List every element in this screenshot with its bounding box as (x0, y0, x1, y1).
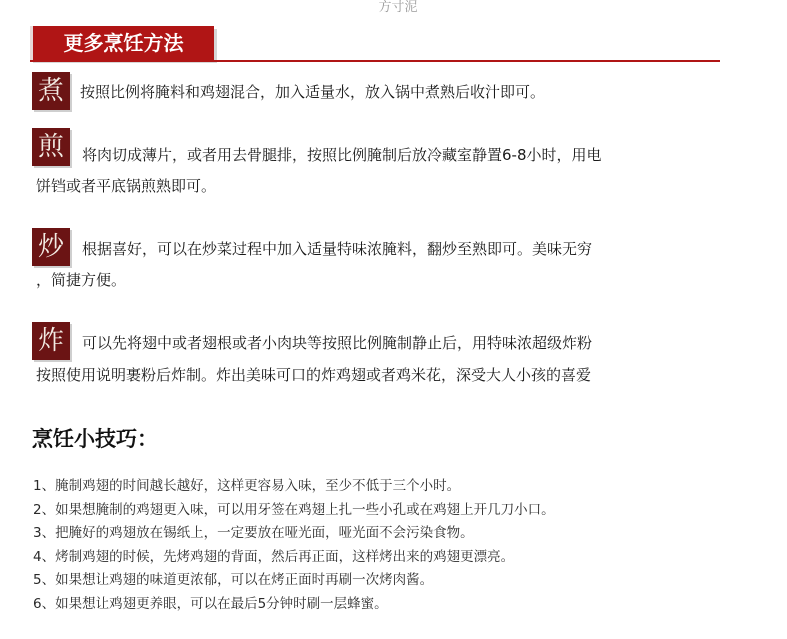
tip-item: 1、腌制鸡翅的时间越长越好，这样更容易入味，至少不低于三个小时。 (33, 478, 461, 494)
method-deep-fry-line2: 按照使用说明裹粉后炸制。炸出美味可口的炸鸡翅或者鸡米花，深受大人小孩的喜爱 (36, 366, 592, 384)
stir-fry-icon: 炒 (32, 228, 70, 266)
method-pan-fry-line2: 饼铛或者平底锅煎熟即可。 (36, 177, 217, 195)
tip-item: 5、如果想让鸡翅的味道更浓郁，可以在烤正面时再刷一次烤肉酱。 (33, 572, 434, 588)
section-banner-cooking-methods: 更多烹饪方法 (30, 26, 214, 60)
tips-list (33, 475, 733, 616)
boil-icon: 煮 (32, 72, 70, 110)
method-pan-fry-line1: 将肉切成薄片，或者用去骨腿排，按照比例腌制后放冷藏室静置6-8小时，用电 (82, 146, 602, 164)
watermark-text: 方寸泥 (378, 0, 418, 15)
method-stir-fry-line1: 根据喜好，可以在炒菜过程中加入适量特味浓腌料，翻炒至熟即可。美味无穷 (82, 240, 593, 258)
method-stir-fry-line2: ，简捷方便。 (36, 271, 127, 289)
tip-item: 4、烤制鸡翅的时候，先烤鸡翅的背面，然后再正面，这样烤出来的鸡翅更漂亮。 (33, 548, 515, 565)
method-boil-line1: 按照比例将腌料和鸡翅混合，加入适量水，放入锅中煮熟后收汁即可。 (80, 83, 546, 101)
section-divider (30, 60, 720, 62)
deep-fry-icon: 炸 (32, 322, 70, 360)
tip-item: 3、把腌好的鸡翅放在锡纸上，一定要放在哑光面，哑光面不会污染食物。 (33, 525, 474, 541)
tips-heading: 烹饪小技巧： (32, 427, 158, 451)
pan-fry-icon: 煎 (32, 128, 70, 166)
method-deep-fry-line1: 可以先将翅中或者翅根或者小肉块等按照比例腌制静止后，用特味浓超级炸粉 (82, 334, 593, 352)
tip-item: 6、如果想让鸡翅更养眼，可以在最后5分钟时刷一层蜂蜜。 (33, 595, 388, 612)
tip-item: 2、如果想腌制的鸡翅更入味，可以用牙签在鸡翅上扎一些小孔或在鸡翅上开几刀小口。 (33, 501, 555, 518)
